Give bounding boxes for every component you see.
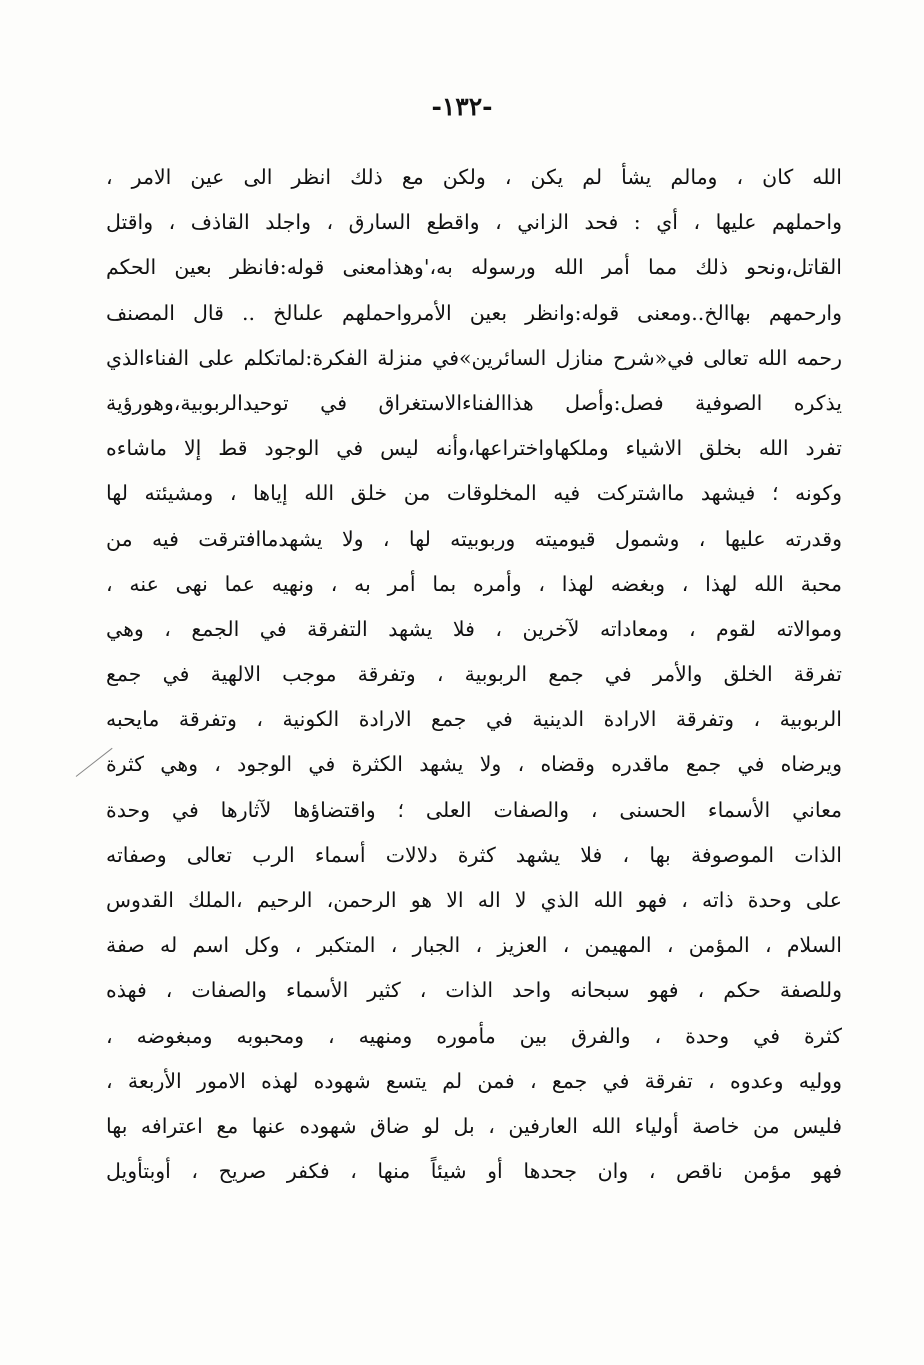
text-line: الذات الموصوفة بها ، فلا يشهد كثرة دلالات أسماء الرب تعالى وصفاته [106,842,842,867]
text-line: واحملهم عليها ، أي : فحد الزاني ، واقطع السارق ، واجلد القاذف ، واقتل [106,210,842,235]
text-line: الربوبية ، وتفرقة الارادة الدينية في جمع الارادة الكونية ، وتفرقة مايحبه [106,707,842,732]
body-text [106,155,842,1194]
page-number: -١٣٢- [431,92,493,121]
text-line: فليس من خاصة أولياء الله العارفين ، بل لو ضاق شهوده عنها مع اعترافه بها [106,1113,842,1138]
text-line: ويرضاه في جمع ماقدره وقضاه ، ولا يشهد الكثرة في الوجود ، وهي كثرة [106,752,842,777]
text-line: رحمه الله تعالى في«شرح منازل السائرين»في منزلة الفكرة:لماتكلم على الفناءالذي [106,345,842,370]
text-line: على وحدة ذاته ، فهو الله الذي لا اله الا هو الرحمن، الرحيم ،الملك القدوس [106,888,842,912]
text-line: كثرة في وحدة ، والفرق بين مأموره ومنهيه ، ومحبوبه ومبغوضه ، [106,1023,842,1048]
text-line: وللصفة حكم ، فهو سبحانه واحد الذات ، كثير الأسماء والصفات ، فهذه [106,978,842,1003]
text-line: تفرقة الخلق والأمر في جمع الربوبية ، وتفرقة موجب الالهية في جمع [106,662,842,687]
text-line: وكونه ؛ فيشهد مااشتركت فيه المخلوقات من خلق الله إياها ، ومشيئته لها [106,481,842,506]
text-line: محبة الله لهذا ، وبغضه لهذا ، وأمره بما أمر به ، ونهيه عما نهى عنه ، [106,571,842,596]
text-line: وارحمهم بهاالخ..ومعنى قوله:وانظر بعين الأمرواحملهم علىالخ .. قال المصنف [106,300,842,325]
text-line: وموالاته لقوم ، ومعاداته لآخرين ، فلا يشهد التفرقة في الجمع ، وهي [106,616,842,641]
text-line: وقدرته عليها ، وشمول قيوميته وربوبيته لها ، ولا يشهدماافترقت فيه من [106,526,842,551]
text-line: تفرد الله بخلق الاشياء وملكهاواختراعها،وأنه ليس في الوجود قط إلا ماشاءه [106,436,842,461]
text-line: معاني الأسماء الحسنى ، والصفات العلى ؛ واقتضاؤها لآثارها في وحدة [106,797,842,822]
text-line: القاتل،ونحو ذلك مما أمر الله ورسوله به،'وهذامعنى قوله:فانظر بعين الحكم [106,255,842,280]
text-line: فهو مؤمن ناقص ، وان جحدها أو شيئاً منها ، فكفر صريح ، أوبتأويل [106,1159,842,1184]
text-line: يذكره الصوفية فصل:وأصل هذاالفناءالاستغراق في توحيدالربوبية،وهورؤية [106,390,842,415]
text-line: الله كان ، ومالم يشأ لم يكن ، ولكن مع ذلك انظر الى عين الامر ، [106,165,842,189]
text-line: السلام ، المؤمن ، المهيمن ، العزيز ، الجبار ، المتكبر ، وكل اسم له صفة [106,933,842,958]
text-line: ووليه وعدوه ، تفرقة في جمع ، فمن لم يتسع شهوده لهذه الامور الأربعة ، [106,1068,842,1093]
